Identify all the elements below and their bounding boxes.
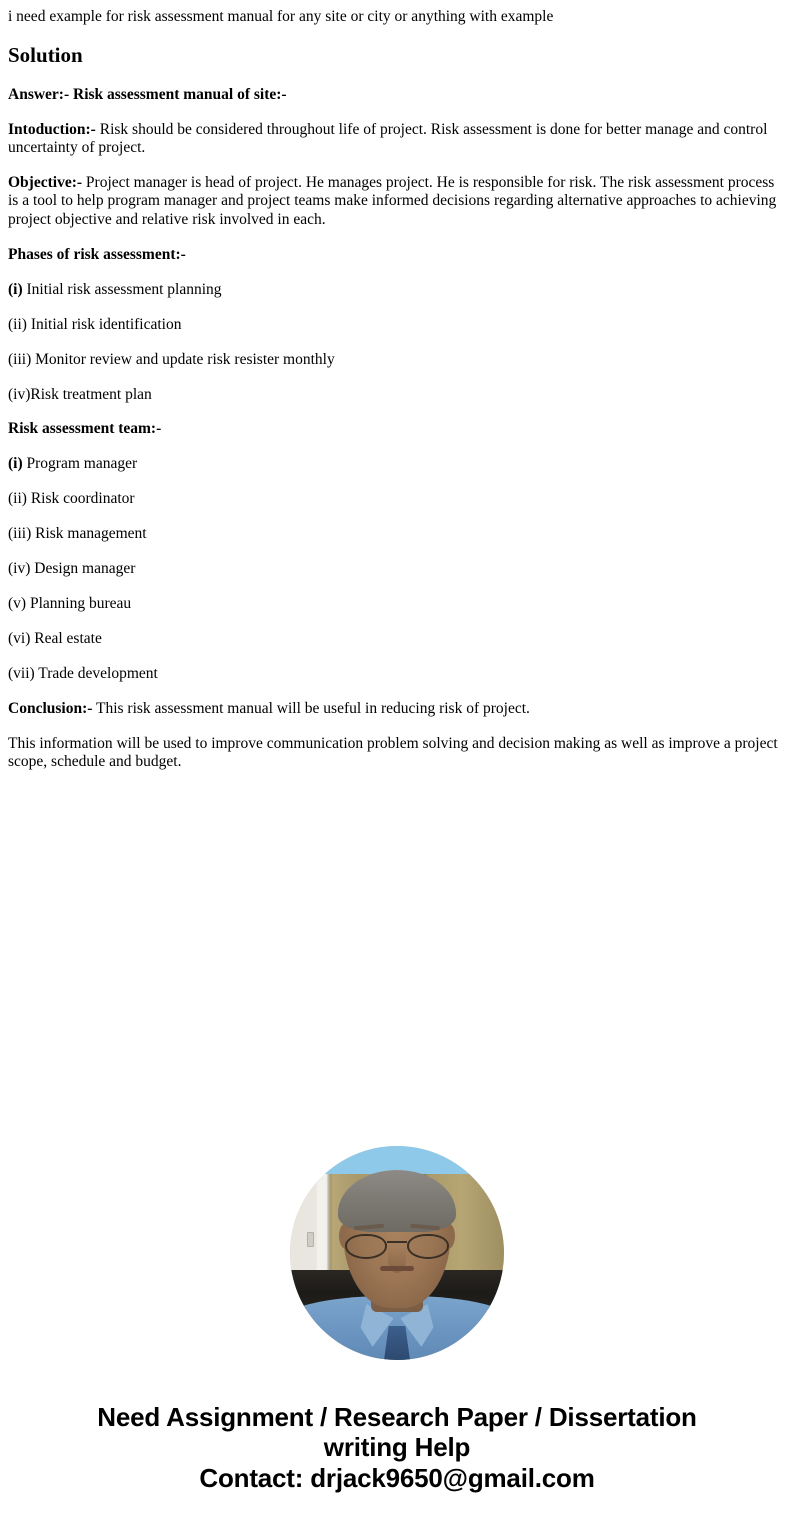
- closing-paragraph: This information will be used to improve communication problem solving and decision making as well as improve a project scope, schedule and budget.: [8, 734, 778, 771]
- list-item-label: Initial risk identification: [26, 315, 182, 333]
- introduction-text: Risk should be considered throughout life of project. Risk assessment is done for better manage and control uncertainty of project.: [8, 120, 768, 156]
- list-item-marker: (iv): [8, 560, 31, 578]
- list-item-label: Planning bureau: [26, 595, 132, 613]
- list-item-marker: (iv): [8, 385, 31, 403]
- footer-line-2: writing Help: [323, 1432, 471, 1463]
- objective-paragraph: [8, 174, 778, 229]
- list-item: [8, 455, 778, 473]
- list-item: [8, 281, 778, 299]
- list-item: [8, 630, 778, 648]
- list-item-label: Risk coordinator: [26, 490, 135, 508]
- solution-heading: Solution: [8, 43, 83, 68]
- list-item: [8, 525, 778, 543]
- list-item-marker: (iii): [8, 350, 32, 368]
- list-item-label: Risk treatment plan: [30, 385, 152, 403]
- list-item: [8, 316, 778, 334]
- profile-photo-container: [0, 1146, 794, 1362]
- list-item: [8, 490, 778, 508]
- objective-label: Objective:-: [8, 173, 83, 191]
- eyeglass-lens-left: [345, 1234, 387, 1259]
- list-item-marker: (v): [8, 595, 27, 613]
- list-item-marker: (ii): [8, 315, 27, 333]
- answer-heading: Answer:- Risk assessment manual of site:-: [8, 85, 287, 103]
- avatar: [290, 1146, 504, 1360]
- conclusion-label: Conclusion:-: [8, 699, 93, 717]
- footer-contact-email: Contact: drjack9650@gmail.com: [199, 1462, 595, 1493]
- conclusion-paragraph: [8, 700, 778, 718]
- eyeglass-lens-right: [407, 1234, 449, 1259]
- list-item: [8, 386, 778, 404]
- list-item-label: Risk management: [31, 525, 147, 543]
- footer-promo: [0, 1402, 794, 1493]
- list-item-label: Design manager: [30, 560, 136, 578]
- photo-background-switch: [307, 1232, 314, 1247]
- phases-heading: Phases of risk assessment:-: [8, 245, 186, 263]
- introduction-label: Intoduction:-: [8, 120, 96, 138]
- list-item-label: Real estate: [30, 630, 102, 648]
- list-item-marker: (ii): [8, 490, 27, 508]
- list-item: [8, 595, 778, 613]
- list-item-label: Program manager: [22, 455, 138, 473]
- person-mouth: [380, 1266, 414, 1271]
- eyeglass-bridge: [387, 1241, 407, 1243]
- footer-line-1: Need Assignment / Research Paper / Dissertation: [97, 1402, 697, 1432]
- list-item: [8, 560, 778, 578]
- list-item-label: Trade development: [34, 665, 158, 682]
- conclusion-text: This risk assessment manual will be useful in reducing risk of project.: [92, 699, 530, 717]
- question-text: i need example for risk assessment manual for any site or city or anything with example: [8, 8, 554, 25]
- list-item-marker: (i): [8, 455, 23, 473]
- team-heading: Risk assessment team:-: [8, 420, 162, 438]
- list-item: [8, 351, 778, 369]
- list-item-marker: (i): [8, 280, 23, 298]
- list-item-label: Monitor review and update risk resister monthly: [31, 350, 335, 368]
- list-item-marker: (iii): [8, 525, 32, 543]
- list-item-marker: (vii): [8, 665, 35, 682]
- list-item-marker: (vi): [8, 630, 31, 648]
- introduction-paragraph: [8, 121, 778, 158]
- list-item: [8, 665, 778, 683]
- objective-text: Project manager is head of project. He manages project. He is responsible for risk. The risk assessment process is a tool to help program manager and project teams make informed decisions regarding alternative approaches to achieving project objective and relative risk involved in each.: [8, 173, 777, 228]
- list-item-label: Initial risk assessment planning: [22, 280, 222, 298]
